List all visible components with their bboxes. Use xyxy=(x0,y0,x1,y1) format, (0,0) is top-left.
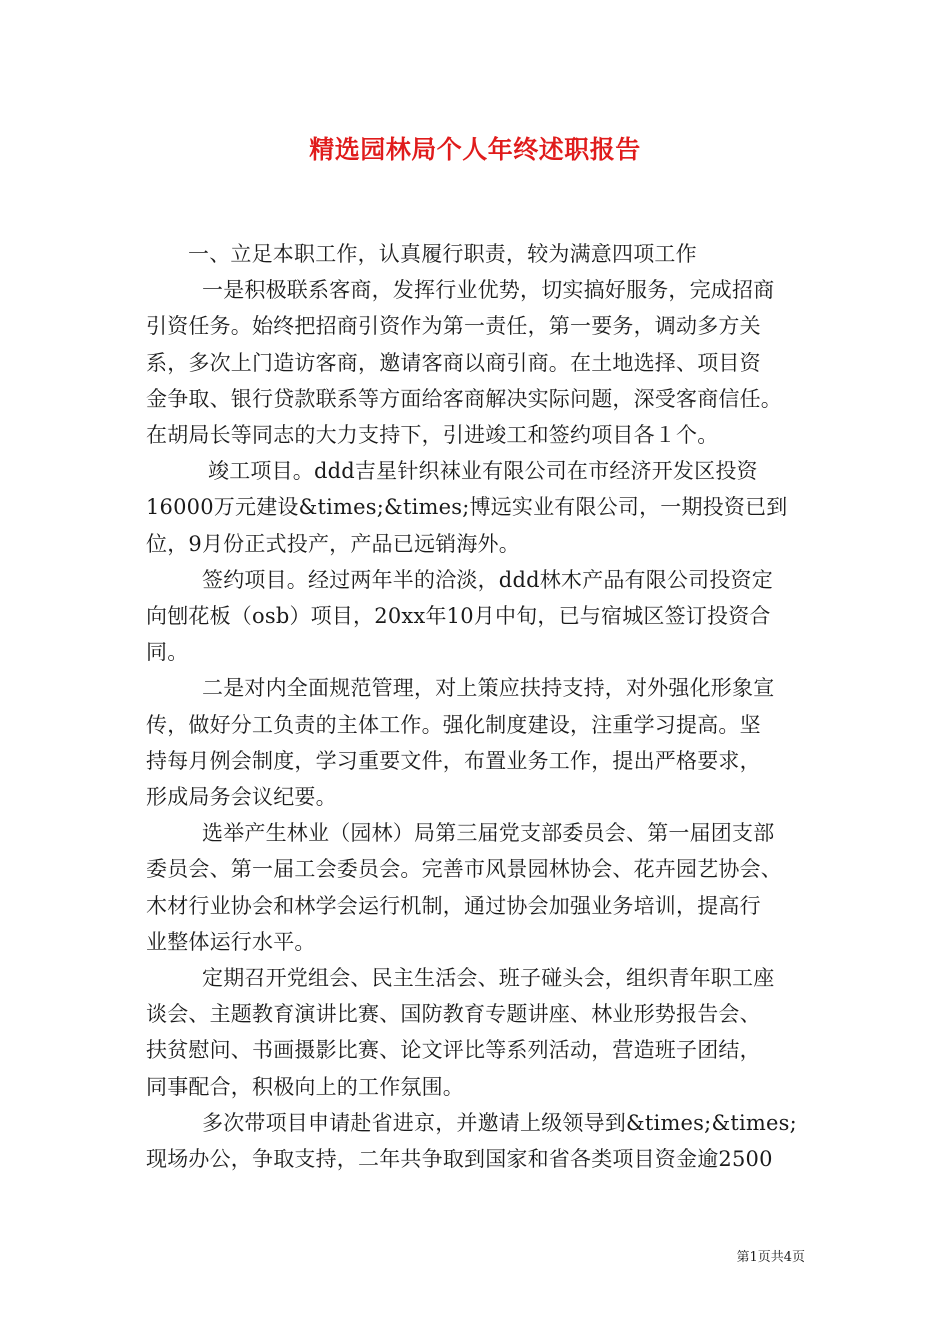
paragraph-line: 定期召开党组会、民主生活会、班子碰头会，组织青年职工座 xyxy=(202,966,775,991)
paragraph-line: 同事配合，积极向上的工作氛围。 xyxy=(146,1074,464,1099)
paragraph-line: 形成局务会议纪要。 xyxy=(146,785,337,810)
paragraph-line: 一是积极联系客商，发挥行业优势，切实搞好服务，完成招商 xyxy=(202,278,775,303)
paragraph-line: 委员会、第一届工会委员会。完善市风景园林协会、花卉园艺协会、 xyxy=(146,857,782,882)
paragraph-line: 多次带项目申请赴省进京，并邀请上级领导到&times;&times; xyxy=(202,1110,797,1135)
paragraph-line: 位，9月份正式投产，产品已远销海外。 xyxy=(146,531,520,556)
paragraph-line: 金争取、银行贷款联系等方面给客商解决实际问题，深受客商信任。 xyxy=(146,386,782,411)
document-body xyxy=(146,236,811,1177)
paragraph-line: 现场办公，争取支持，二年共争取到国家和省各类项目资金逾2500 xyxy=(146,1147,773,1172)
paragraph-line: 引资任务。始终把招商引资作为第一责任，第一要务，调动多方关 xyxy=(146,314,761,339)
paragraph-line: 16000万元建设&times;&times;博远实业有限公司，一期投资已到 xyxy=(146,495,788,520)
paragraph-line: 向刨花板（osb）项目，20xx年10月中旬，已与宿城区签订投资合 xyxy=(146,604,771,629)
paragraph-line: 传，做好分工负责的主体工作。强化制度建设，注重学习提高。坚 xyxy=(146,712,761,737)
section-heading: 一、立足本职工作，认真履行职责，较为满意四项工作 xyxy=(188,242,697,266)
paragraph-line: 签约项目。经过两年半的洽淡，ddd林木产品有限公司投资定 xyxy=(202,567,773,592)
page-number-label: 第1页共4页 xyxy=(736,1250,805,1265)
paragraph-line: 谈会、主题教育演讲比赛、国防教育专题讲座、林业形势报告会、 xyxy=(146,1002,761,1027)
paragraph-line: 系，多次上门造访客商，邀请客商以商引商。在土地选择、项目资 xyxy=(146,350,761,375)
paragraph-line: 二是对内全面规范管理，对上策应扶持支持，对外强化形象宣 xyxy=(202,676,775,701)
paragraph-line: 同。 xyxy=(146,640,189,665)
paragraph-line: 竣工项目。ddd吉星针织袜业有限公司在市经济开发区投资 xyxy=(208,459,758,484)
paragraph-line: 扶贫慰问、书画摄影比赛、论文评比等系列活动，营造班子团结， xyxy=(146,1038,761,1063)
paragraph-line: 业整体运行水平。 xyxy=(146,929,316,954)
page-number xyxy=(736,1248,805,1268)
paragraph-line: 木材行业协会和林学会运行机制，通过协会加强业务培训，提高行 xyxy=(146,893,761,918)
paragraph-line: 选举产生林业（园林）局第三届党支部委员会、第一届团支部 xyxy=(202,821,775,846)
document-title: 精选园林局个人年终述职报告 xyxy=(309,135,641,164)
paragraph-line: 持每月例会制度，学习重要文件，布置业务工作，提出严格要求， xyxy=(146,748,761,773)
paragraph-line: 在胡局长等同志的大力支持下，引进竣工和签约项目各１个。 xyxy=(146,423,719,448)
